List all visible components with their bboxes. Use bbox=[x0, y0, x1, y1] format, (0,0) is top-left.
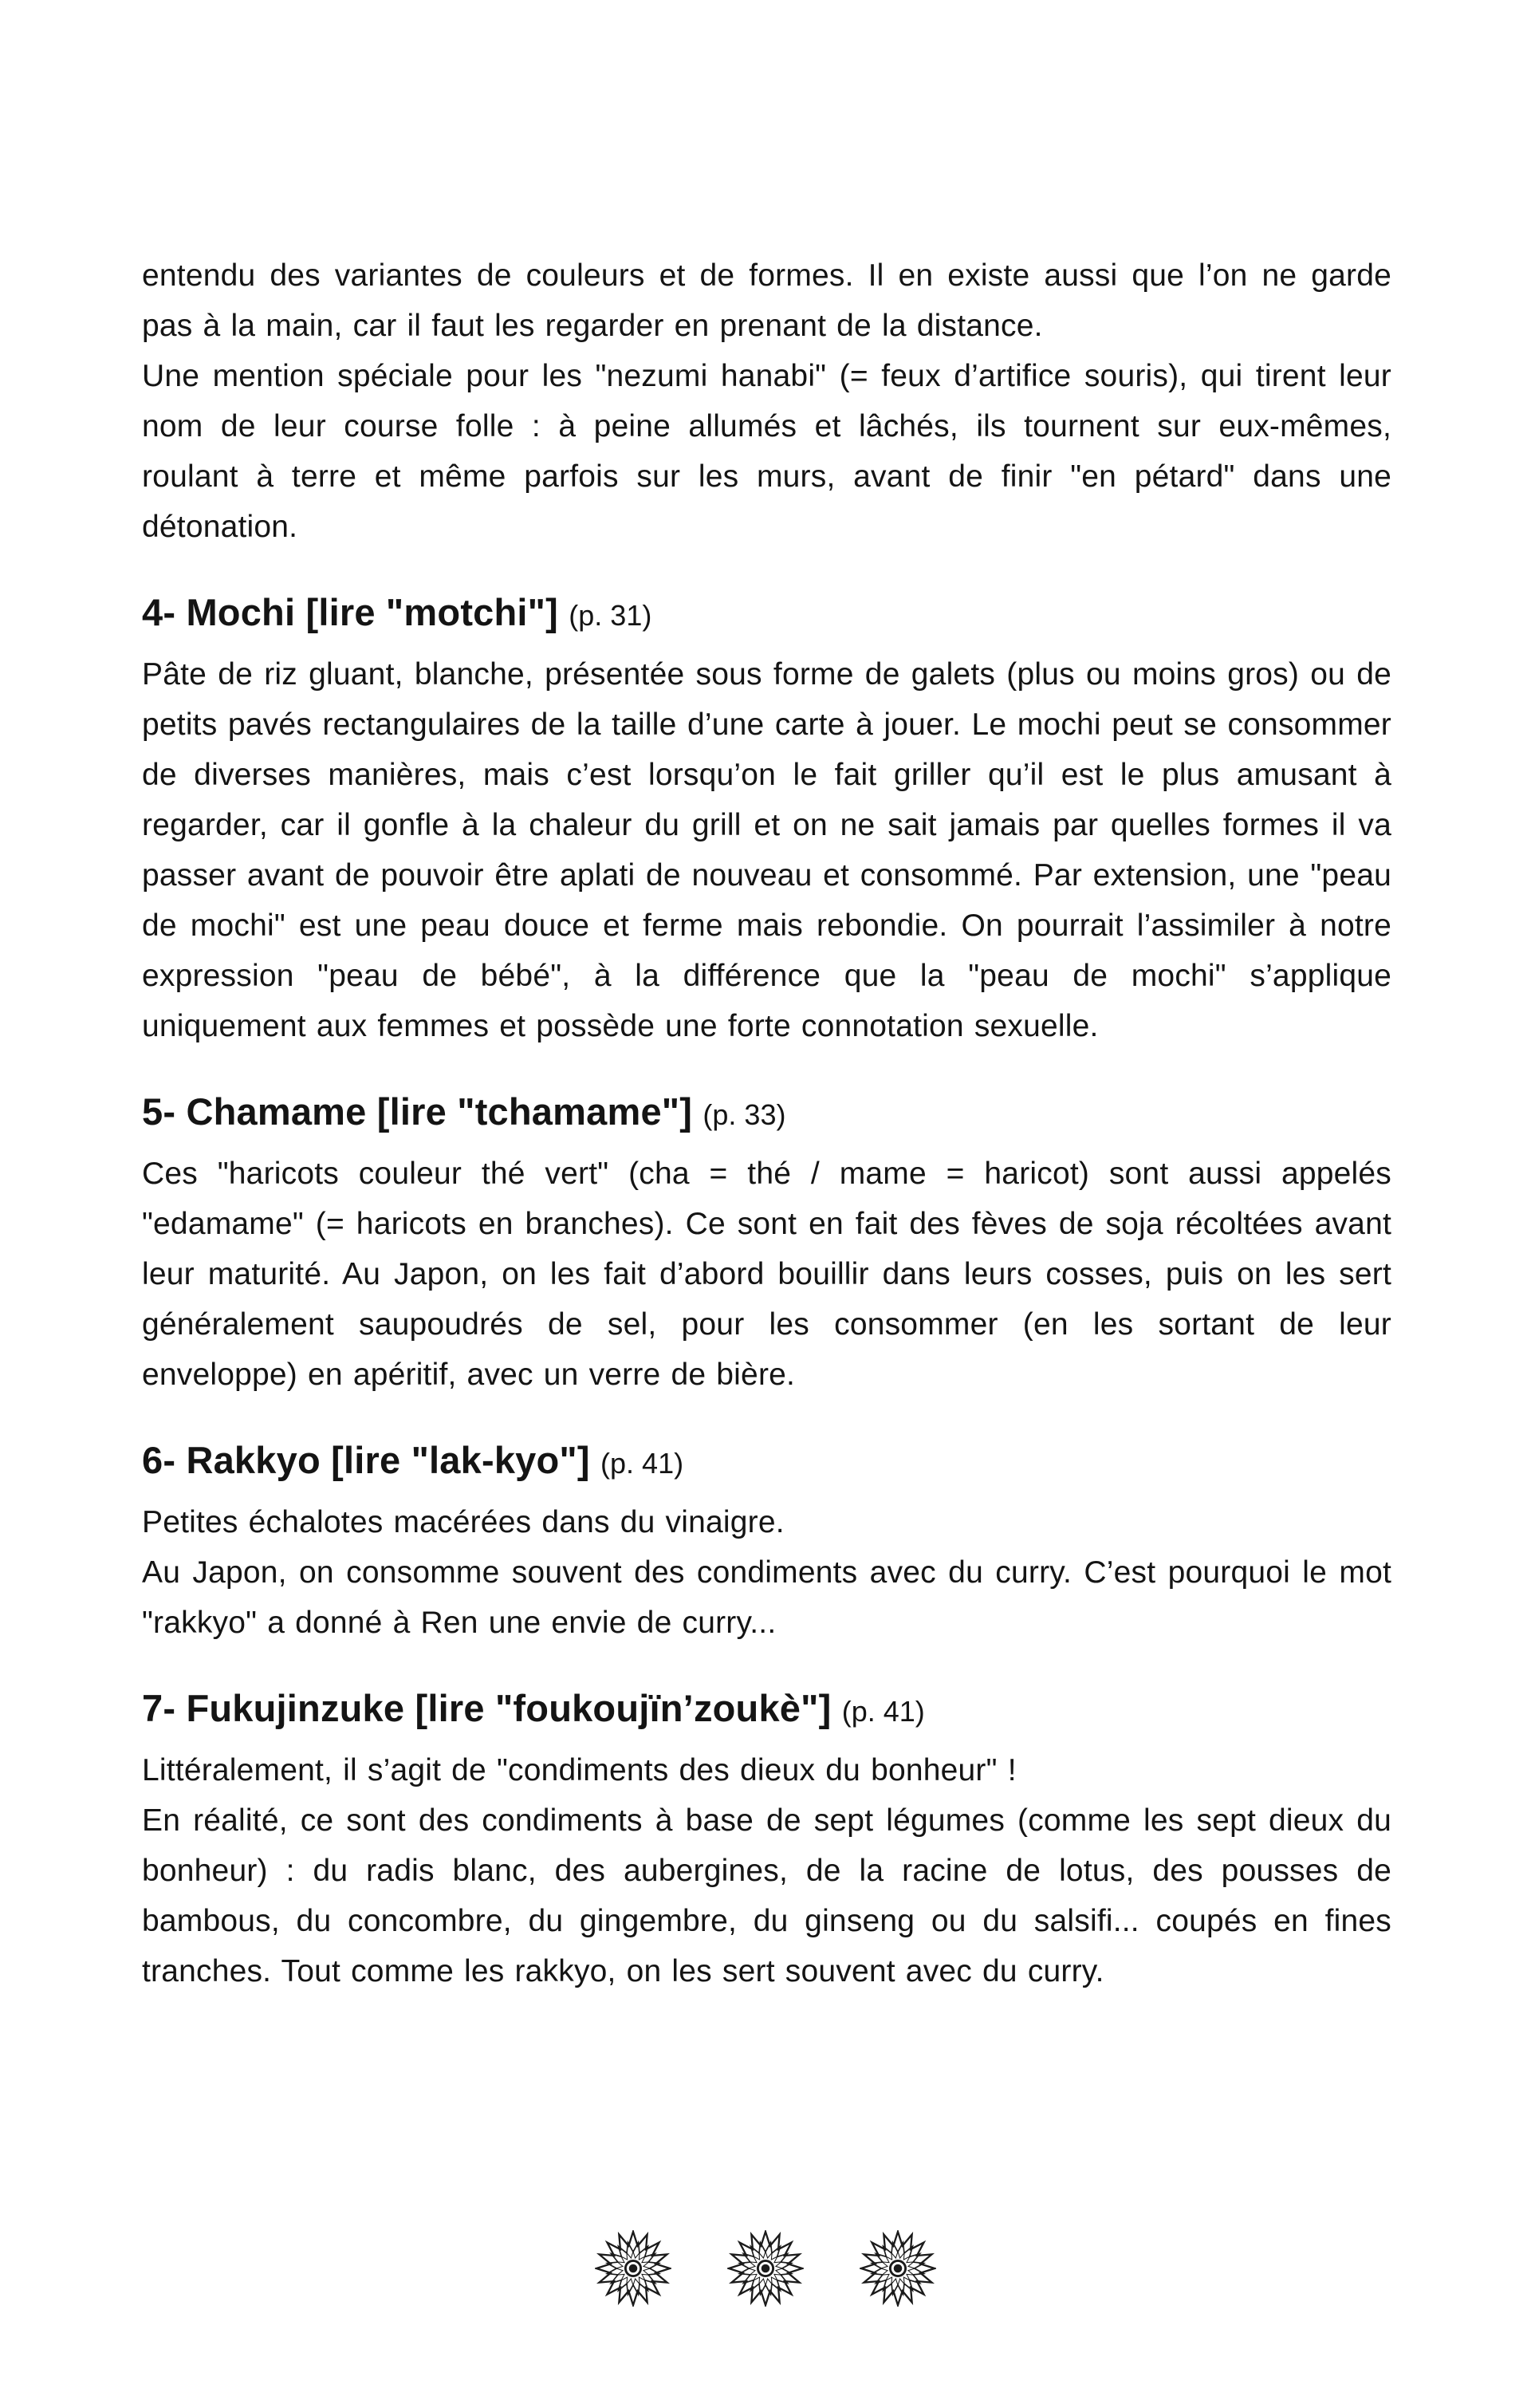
section-paragraph: Petites échalotes macérées dans du vinaigre. bbox=[142, 1505, 785, 1539]
section-paragraph: En réalité, ce sont des condiments à base de sept légumes (comme les sept dieux du bonheur) : du radis blanc, des aubergines, de la racine de lotus, des pousses de bambous, du concombre, du gingembre, du ginseng ou du salsifi... coupés en fines tranches. Tout comme les rakkyo, on les sert souvent avec du curry. bbox=[142, 1803, 1391, 1988]
section-page-ref: (p. 41) bbox=[841, 1695, 925, 1728]
section-title: 7- Fukujinzuke [lire "foukoujïn’zoukè"] bbox=[142, 1687, 832, 1729]
section-page-ref: (p. 31) bbox=[569, 599, 652, 632]
section-title: 4- Mochi [lire "motchi"] bbox=[142, 591, 559, 633]
section-heading bbox=[142, 1439, 1391, 1485]
section-page-ref: (p. 33) bbox=[703, 1098, 786, 1131]
section-paragraph: Littéralement, il s’agit de "condiments des dieux du bonheur" ! bbox=[142, 1753, 1017, 1787]
section-title: 5- Chamame [lire "tchamame"] bbox=[142, 1090, 693, 1133]
intro-paragraph: entendu des variantes de couleurs et de formes. Il en existe aussi que l’on ne garde pas à la main, car il faut les regarder en prenant de la distance. bbox=[142, 258, 1391, 343]
section-heading bbox=[142, 1687, 1391, 1733]
section-rakkyo bbox=[142, 1439, 1391, 1648]
flower-starburst-icon bbox=[860, 2230, 936, 2307]
section-title: 6- Rakkyo [lire "lak-kyo"] bbox=[142, 1439, 590, 1481]
section-fukujinzuke bbox=[142, 1687, 1391, 1996]
section-paragraph: Au Japon, on consomme souvent des condiments avec du curry. C’est pourquoi le mot "rakkyo" a donné à Ren une envie de curry... bbox=[142, 1555, 1391, 1640]
section-paragraph: Ces "haricots couleur thé vert" (cha = thé / mame = haricot) sont aussi appelés "edamame" (= haricots en branches). Ce sont en fait des fèves de soja récoltées avant leur maturité. Au Japon, on les fait d’abord bouillir dans leurs cosses, puis on les sert généralement saupoudrés de sel, pour les consommer (en les sortant de leur enveloppe) en apéritif, avec un verre de bière. bbox=[142, 1157, 1391, 1392]
section-paragraph: Pâte de riz gluant, blanche, présentée sous forme de galets (plus ou moins gros) ou de petits pavés rectangulaires de la taille d’une carte à jouer. Le mochi peut se consommer de diverses manières, mais c’est lorsqu’on le fait griller qu’il est le plus amusant à regarder, car il gonfle à la chaleur du grill et on ne sait jamais par quelles formes il va passer avant de pouvoir être aplati de nouveau et consommé. Par extension, une "peau de mochi" est une peau douce et ferme mais rebondie. On pourrait l’assimiler à notre expression "peau de bébé", à la différence que la "peau de mochi" s’applique uniquement aux femmes et possède une forte connotation sexuelle. bbox=[142, 657, 1391, 1043]
section-heading bbox=[142, 1090, 1391, 1137]
flower-starburst-icon bbox=[595, 2230, 671, 2307]
intro-paragraph: Une mention spéciale pour les "nezumi hanabi" (= feux d’artifice souris), qui tirent leur nom de leur course folle : à peine allumés et lâchés, ils tournent sur eux-mêmes, roulant à terre et même parfois sur les murs, avant de finir "en pétard" dans une détonation. bbox=[142, 359, 1391, 544]
section-heading bbox=[142, 591, 1391, 637]
ornament-row bbox=[0, 2230, 1531, 2307]
section-page-ref: (p. 41) bbox=[600, 1447, 684, 1480]
page-content bbox=[142, 250, 1391, 1996]
flower-starburst-icon bbox=[727, 2230, 804, 2307]
section-mochi bbox=[142, 591, 1391, 1051]
section-chamame bbox=[142, 1090, 1391, 1400]
